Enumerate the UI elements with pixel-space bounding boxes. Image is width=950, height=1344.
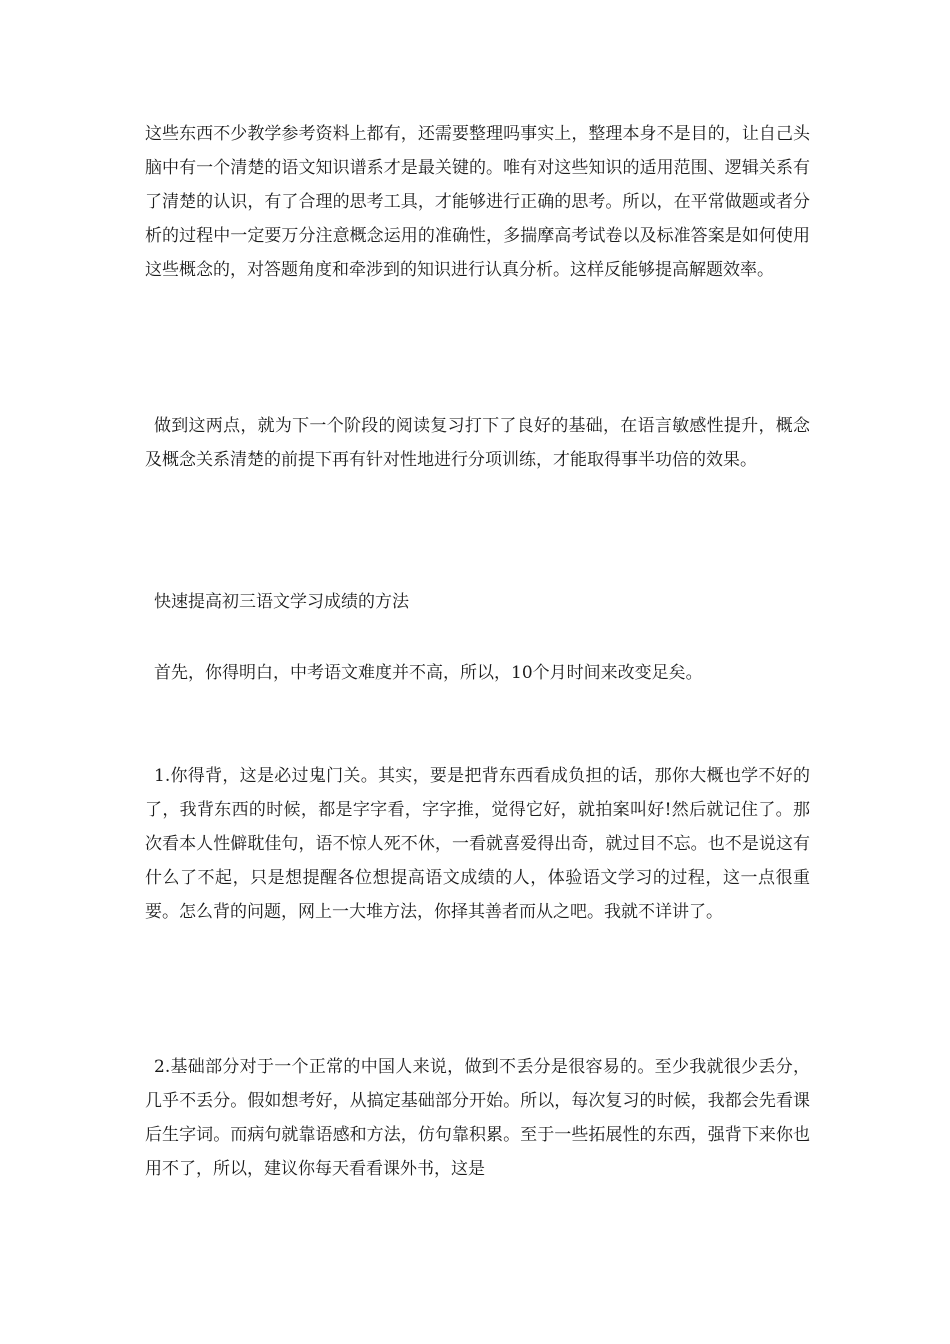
section-heading: 快速提高初三语文学习成绩的方法 [154,592,409,612]
paragraph-knowledge-system: 这些东西不少教学参考资料上都有，还需要整理吗事实上，整理本身不是目的，让自己头脑中有一个清楚的语文知识谱系才是最关键的。唯有对这些知识的适用范围、逻辑关系有了清楚的认识，有了合理的思考工具，才能够进行正确的思考。所以，在平常做题或者分析的过程中一定要万分注意概念运用的准确性，多揣摩高考试卷以及标准答案是如何使用这些概念的，对答题角度和牵涉到的知识进行认真分析。这样反能够提高解题效率。 [145,124,810,280]
paragraph-intro: 首先，你得明白，中考语文难度并不高，所以，10个月时间来改变足矣。 [154,663,703,683]
paragraph-point-1: 1.你得背，这是必过鬼门关。其实，要是把背东西看成负担的话，那你大概也学不好的了，我背东西的时候，都是字字看，字字推，觉得它好，就拍案叫好!然后就记住了。那次看本人性僻耽佳句，语不惊人死不休，一看就喜爱得出奇，就过目不忘。也不是说这有什么了不起，只是想提醒各位想提高语文成绩的人，体验语文学习的过程，这一点很重要。怎么背的问题，网上一大堆方法，你择其善者而从之吧。我就不详讲了。 [145,766,810,922]
paragraph-foundation: 做到这两点，就为下一个阶段的阅读复习打下了良好的基础，在语言敏感性提升，概念及概念关系清楚的前提下再有针对性地进行分项训练，才能取得事半功倍的效果。 [145,416,810,470]
paragraph-point-2: 2.基础部分对于一个正常的中国人来说，做到不丢分是很容易的。至少我就很少丢分，几乎不丢分。假如想考好，从搞定基础部分开始。所以，每次复习的时候，我都会先看课后生字词。而病句就靠语感和方法，仿句靠积累。至于一些拓展性的东西，强背下来你也用不了，所以，建议你每天看看课外书，这是 [145,1057,810,1179]
